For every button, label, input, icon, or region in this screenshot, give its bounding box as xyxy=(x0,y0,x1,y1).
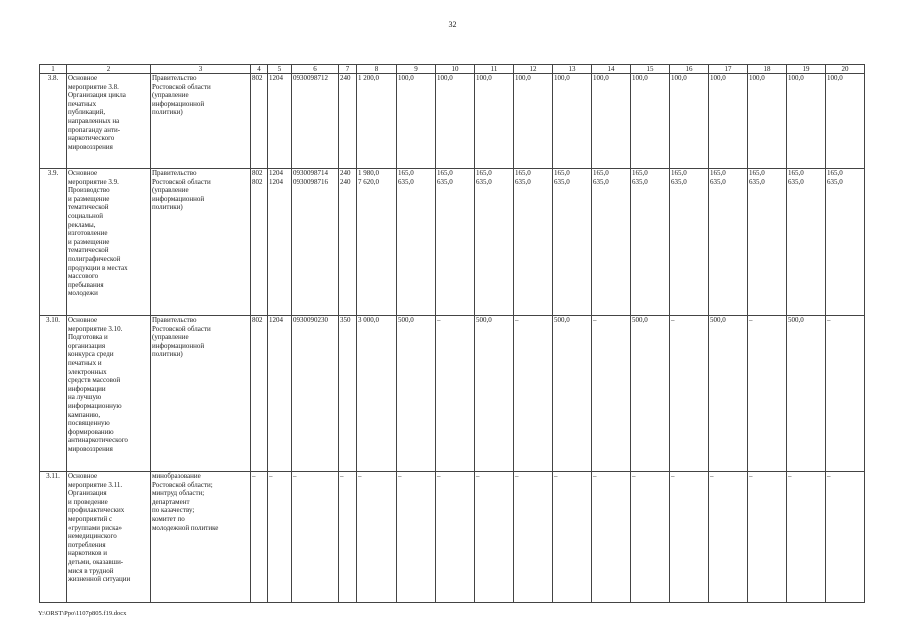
row-number: 3.8. xyxy=(40,74,67,169)
year-value: 500,0 xyxy=(787,316,826,472)
year-value: – xyxy=(670,316,709,472)
table-row xyxy=(40,316,865,472)
code-gr: 802 xyxy=(251,74,268,169)
column-header: 3 xyxy=(151,65,251,74)
year-value: 165,0 635,0 xyxy=(475,169,514,316)
row-number: 3.11. xyxy=(40,472,67,603)
year-value: 100,0 xyxy=(748,74,787,169)
year-value: 165,0 635,0 xyxy=(670,169,709,316)
year-value: – xyxy=(514,316,553,472)
code-vr: 240 240 xyxy=(339,169,357,316)
file-path-footer: Y:\ORST\Ppo\1107p805.f19.docx xyxy=(38,610,127,617)
column-header: 18 xyxy=(748,65,787,74)
activity-name: Основное мероприятие 3.9. Производство и размещение тематической социальной рекламы, изготовление и размещение тематической полиграфической продукции в местах массового пребывания молодежи xyxy=(67,169,151,316)
year-value: 165,0 635,0 xyxy=(826,169,865,316)
year-value: – xyxy=(592,316,631,472)
year-value: 165,0 635,0 xyxy=(631,169,670,316)
year-value: 500,0 xyxy=(631,316,670,472)
year-value: – xyxy=(631,472,670,603)
year-value: 500,0 xyxy=(397,316,436,472)
executor: минобразование Ростовской области; минтруд области; департамент по казачеству; комитет по молодежной политике xyxy=(151,472,251,603)
column-header: 8 xyxy=(357,65,397,74)
code-csr: 0930098714 0930098716 xyxy=(292,169,339,316)
code-rz: 1204 1204 xyxy=(268,169,292,316)
column-header: 5 xyxy=(268,65,292,74)
code-vr: – xyxy=(339,472,357,603)
column-header: 7 xyxy=(339,65,357,74)
code-gr: 802 802 xyxy=(251,169,268,316)
year-value: – xyxy=(748,316,787,472)
year-value: 100,0 xyxy=(475,74,514,169)
code-csr: – xyxy=(292,472,339,603)
year-value: 100,0 xyxy=(436,74,475,169)
column-header: 6 xyxy=(292,65,339,74)
year-value: 165,0 635,0 xyxy=(397,169,436,316)
year-value: 100,0 xyxy=(397,74,436,169)
year-value: 100,0 xyxy=(709,74,748,169)
code-csr: 0930098712 xyxy=(292,74,339,169)
row-number: 3.9. xyxy=(40,169,67,316)
year-value: – xyxy=(709,472,748,603)
code-rz: 1204 xyxy=(268,74,292,169)
year-value: – xyxy=(592,472,631,603)
year-value: 100,0 xyxy=(592,74,631,169)
code-gr: 802 xyxy=(251,316,268,472)
table-row xyxy=(40,74,865,169)
year-value: 165,0 635,0 xyxy=(514,169,553,316)
code-vr: 350 xyxy=(339,316,357,472)
column-header: 20 xyxy=(826,65,865,74)
year-value: 165,0 635,0 xyxy=(436,169,475,316)
year-value: – xyxy=(670,472,709,603)
activity-name: Основное мероприятие 3.10. Подготовка и организация конкурса среди печатных и электронных средств массовой информации на лучшую информационную кампанию, посвященную формированию антинаркотического мировоззрения xyxy=(67,316,151,472)
activity-name: Основное мероприятие 3.8. Организация цикла печатных публикаций, направленных на пропаганду анти- наркотического мировоззрения xyxy=(67,74,151,169)
year-value: – xyxy=(475,472,514,603)
column-header: 17 xyxy=(709,65,748,74)
code-vr: 240 xyxy=(339,74,357,169)
year-value: 100,0 xyxy=(826,74,865,169)
total-amount: – xyxy=(357,472,397,603)
activity-name: Основное мероприятие 3.11. Организация и проведение профилактических мероприятий с «группами риска» немедицинского потребления наркотиков и детьми, оказавши- мися в трудной жизненной ситуации xyxy=(67,472,151,603)
year-value: 165,0 635,0 xyxy=(592,169,631,316)
year-value: – xyxy=(826,472,865,603)
total-amount: 1 200,0 xyxy=(357,74,397,169)
year-value: 100,0 xyxy=(670,74,709,169)
code-rz: – xyxy=(268,472,292,603)
year-value: 500,0 xyxy=(475,316,514,472)
table-header-row xyxy=(40,65,865,74)
column-header: 10 xyxy=(436,65,475,74)
year-value: 165,0 635,0 xyxy=(709,169,748,316)
total-amount: 1 980,0 7 620,0 xyxy=(357,169,397,316)
column-header: 4 xyxy=(251,65,268,74)
page-number: 32 xyxy=(448,20,457,29)
year-value: – xyxy=(436,472,475,603)
year-value: 100,0 xyxy=(631,74,670,169)
executor: Правительство Ростовской области (управление информационной политики) xyxy=(151,316,251,472)
column-header: 11 xyxy=(475,65,514,74)
year-value: 100,0 xyxy=(787,74,826,169)
code-csr: 0930090230 xyxy=(292,316,339,472)
column-header: 9 xyxy=(397,65,436,74)
column-header: 16 xyxy=(670,65,709,74)
budget-table xyxy=(39,64,865,603)
code-gr: – xyxy=(251,472,268,603)
total-amount: 3 000,0 xyxy=(357,316,397,472)
column-header: 1 xyxy=(40,65,67,74)
year-value: – xyxy=(553,472,592,603)
year-value: – xyxy=(748,472,787,603)
year-value: – xyxy=(826,316,865,472)
table-row xyxy=(40,472,865,603)
year-value: – xyxy=(787,472,826,603)
row-number: 3.10. xyxy=(40,316,67,472)
column-header: 19 xyxy=(787,65,826,74)
year-value: – xyxy=(397,472,436,603)
executor: Правительство Ростовской области (управление информационной политики) xyxy=(151,74,251,169)
column-header: 15 xyxy=(631,65,670,74)
year-value: – xyxy=(436,316,475,472)
column-header: 2 xyxy=(67,65,151,74)
column-header: 13 xyxy=(553,65,592,74)
table-row xyxy=(40,169,865,316)
year-value: 165,0 635,0 xyxy=(748,169,787,316)
code-rz: 1204 xyxy=(268,316,292,472)
year-value: 165,0 635,0 xyxy=(553,169,592,316)
column-header: 12 xyxy=(514,65,553,74)
year-value: 165,0 635,0 xyxy=(787,169,826,316)
column-header: 14 xyxy=(592,65,631,74)
year-value: 100,0 xyxy=(514,74,553,169)
year-value: 500,0 xyxy=(553,316,592,472)
executor: Правительство Ростовской области (управление информационной политики) xyxy=(151,169,251,316)
year-value: 500,0 xyxy=(709,316,748,472)
year-value: – xyxy=(514,472,553,603)
year-value: 100,0 xyxy=(553,74,592,169)
